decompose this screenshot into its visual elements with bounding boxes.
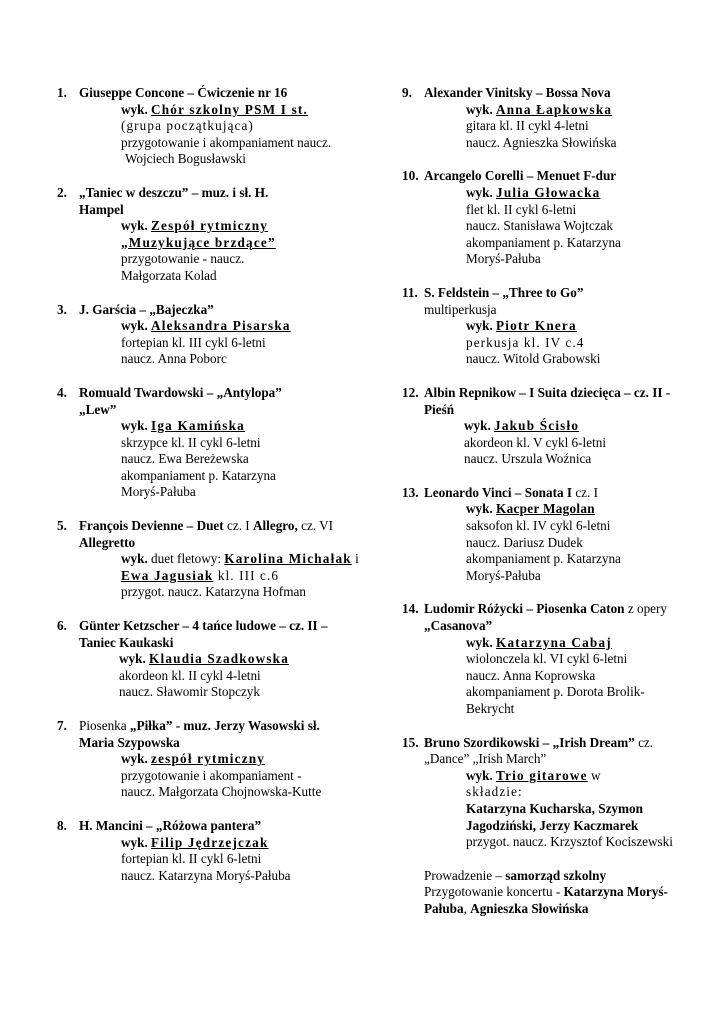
item-number: 15. (402, 734, 419, 750)
item-number: 8. (57, 817, 67, 833)
performer-name: Katarzyna Cabaj (496, 634, 612, 650)
performer-name: Filip Jędrzejczak (151, 834, 269, 850)
detail-line: akompaniament p. Dorota Brolik-Bekrycht (466, 684, 645, 716)
wyk-label: wyk. (121, 101, 148, 117)
detail-line: składzie: (466, 784, 523, 800)
performer-name: Aleksandra Pisarska (151, 318, 291, 334)
detail-line: przygotowanie i akompaniament - (121, 767, 302, 783)
item-title: François Devienne – Duet cz. I Allegro, cz. VI Allegretto (79, 518, 334, 550)
performer-name: Iga Kamińska (151, 418, 245, 434)
wyk-label: wyk. (466, 767, 493, 783)
program-item-9 (402, 85, 682, 151)
wyk-label: wyk. (121, 318, 148, 334)
program-item-10 (402, 168, 682, 268)
wyk-label: wyk. (121, 834, 148, 850)
program-item-12 (402, 385, 682, 468)
detail-line: naucz. Katarzyna Moryś-Pałuba (121, 867, 291, 883)
performer-name: Anna Łapkowska (496, 101, 613, 117)
item-title: Arcangelo Corelli – Menuet F-dur (424, 168, 617, 184)
detail-line: perkusja kl. IV c.4 (466, 334, 585, 350)
detail-line: naucz. Urszula Woźnica (464, 451, 592, 467)
program-item-4 (57, 385, 362, 501)
performer-name: Jakub Ścisło (494, 418, 580, 434)
detail-line: naucz. Sławomir Stopczyk (119, 684, 260, 700)
detail-line: przygot. naucz. Krzysztof Kociszewski (466, 834, 673, 850)
performer-name: Kacper Magolan (496, 501, 595, 517)
detail-line: przygotowanie - naucz. Małgorzata Kolad (121, 251, 245, 283)
wyk-label: wyk. (119, 651, 146, 667)
item-title: Leonardo Vinci – Sonata I cz. I (424, 484, 599, 500)
program-item-1 (57, 85, 362, 168)
performer-name: Chór szkolny PSM I st. (151, 101, 308, 117)
item-number: 4. (57, 384, 67, 400)
performer-name: Karolina Michałak (224, 551, 352, 567)
preparation-line: Przygotowanie koncertu - Katarzyna Moryś-Pałuba, Agnieszka Słowińska (424, 884, 668, 916)
item-title: S. Feldstein – „Three to Go” (424, 284, 584, 300)
detail-line: akompaniament p. Katarzyna Moryś-Pałuba (466, 551, 621, 583)
detail-line: akompaniament p. Katarzyna Moryś-Pałuba (466, 234, 621, 267)
detail-line: przygotowanie i akompaniament naucz. (121, 134, 332, 150)
detail-line: naucz. Małgorzata Chojnowska-Kutte (121, 784, 322, 800)
performer-name: Julia Głowacka (496, 184, 601, 200)
program-item-8 (57, 818, 362, 884)
detail-line: fortepian kl. III cykl 6-letni (121, 334, 266, 350)
detail-line: przygot. naucz. Katarzyna Hofman (121, 584, 306, 600)
item-title: H. Mancini – „Różowa pantera” (79, 817, 262, 833)
wyk-label: wyk. (466, 634, 493, 650)
detail-line: gitara kl. II cykl 4-letni (466, 118, 589, 134)
detail-line: saksofon kl. IV cykl 6-letni (466, 518, 611, 534)
performer-name: Piotr Knera (496, 318, 577, 334)
item-title: Albin Repnikow – I Suita dziecięca – cz. II - Pieśń (424, 384, 671, 417)
program-column-right (402, 85, 682, 918)
program-item-6 (57, 618, 362, 701)
performer-list: Katarzyna Kucharska, Szymon Jagodziński, Jerzy Kaczmarek (466, 800, 643, 833)
item-number: 1. (57, 85, 67, 100)
program-item-13 (402, 485, 682, 585)
detail-line: naucz. Agnieszka Słowińska (466, 134, 617, 150)
detail-line: naucz. Witold Grabowski (466, 351, 601, 367)
program-item-11 (402, 285, 682, 368)
item-number: 12. (402, 384, 419, 400)
wyk-label: wyk. (466, 318, 493, 334)
program-column-left (57, 85, 362, 901)
closing-notes (402, 868, 682, 918)
program-item-15: 15. Bruno Szordikowski – „Irish Dream” cz. „Dance” „Irish March” wyk. Trio gitarowe w składzie: Katarzyna Kucharska, Szymon Jagodziński, Jerzy Kaczmarek przygot. naucz. Krzysztof Kociszewski (402, 735, 682, 851)
item-number: 7. (57, 718, 67, 733)
wyk-label: wyk. (466, 501, 493, 517)
performer-name: zespół rytmiczny (151, 751, 266, 767)
detail-line: naucz. Stanisława Wojtczak (466, 218, 613, 234)
wyk-label: wyk. (466, 184, 493, 200)
item-title: Alexander Vinitsky – Bossa Nova (424, 85, 611, 100)
wyk-label: wyk. (121, 218, 148, 234)
detail-line: akordeon kl. II cykl 4-letni (119, 667, 261, 683)
detail-line: naucz. Dariusz Dudek (466, 534, 583, 550)
item-number: 14. (402, 601, 419, 617)
item-title: J. Garścia – „Bajeczka” (79, 301, 214, 317)
program-item-7 (57, 718, 362, 801)
item-title: Bruno Szordikowski – „Irish Dream” cz. „Dance” „Irish March” (424, 734, 654, 767)
detail-line: fortepian kl. II cykl 6-letni (121, 851, 262, 867)
item-title: Romuald Twardowski – „Antylopa” „Lew” (79, 384, 282, 417)
detail-line: akordeon kl. V cykl 6-letni (464, 434, 606, 450)
program-item-14 (402, 601, 682, 717)
detail-line: flet kl. II cykl 6-letni (466, 201, 577, 217)
detail-line: wiolonczela kl. VI cykl 6-letni (466, 651, 628, 667)
detail-line: naucz. Anna Poborc (121, 351, 227, 367)
item-title: Ludomir Różycki – Piosenka Caton z opery „Casanova” (424, 601, 668, 634)
performer-name: Zespół rytmiczny „Muzykujące brzdące” (121, 218, 276, 250)
detail-line: naucz. Ewa Bereżewska (121, 451, 249, 467)
performer-name: Trio gitarowe (496, 767, 588, 783)
item-number: 3. (57, 301, 67, 317)
host-line: Prowadzenie – samorząd szkolny (424, 867, 607, 883)
detail-line: akompaniament p. Katarzyna Moryś-Pałuba (121, 467, 276, 500)
item-number: 6. (57, 618, 67, 634)
detail-line: Wojciech Bogusławski (125, 151, 246, 167)
item-number: 2. (57, 184, 67, 200)
detail-line: naucz. Anna Koprowska (466, 667, 596, 683)
wyk-label: wyk. (121, 751, 148, 767)
performer-name: Ewa Jagusiak (121, 567, 214, 583)
item-number: 10. (402, 168, 419, 184)
performer-name: Klaudia Szadkowska (149, 651, 290, 667)
detail-line: (grupa początkująca) (121, 118, 254, 134)
item-title: Giuseppe Concone – Ćwiczenie nr 16 (79, 85, 288, 100)
item-title: Piosenka „Piłka” - muz. Jerzy Wasowski sł. Maria Szypowska (79, 718, 320, 750)
detail-line: skrzypce kl. II cykl 6-letni (121, 434, 261, 450)
item-title: Günter Ketzscher – 4 tańce ludowe – cz. II – Taniec Kaukaski (79, 618, 328, 650)
item-number: 11. (402, 284, 418, 300)
item-subtitle: multiperkusja (424, 301, 497, 317)
program-item-5: 5. François Devienne – Duet cz. I Allegro, cz. VI Allegretto wyk. duet fletowy: Karolina Michałak i Ewa Jagusiak kl. III c.6 przygot. naucz. Katarzyna Hofman (57, 518, 362, 601)
program-item-3 (57, 302, 362, 368)
wyk-label: wyk. (121, 551, 148, 567)
wyk-label: wyk. (121, 418, 148, 434)
item-number: 5. (57, 518, 67, 534)
wyk-label: wyk. (464, 418, 491, 434)
wyk-label: wyk. (466, 101, 493, 117)
program-item-2 (57, 185, 362, 285)
item-number: 9. (402, 85, 412, 100)
item-number: 13. (402, 484, 419, 500)
item-title: „Taniec w deszczu” – muz. i sł. H. Hampel (79, 184, 269, 217)
